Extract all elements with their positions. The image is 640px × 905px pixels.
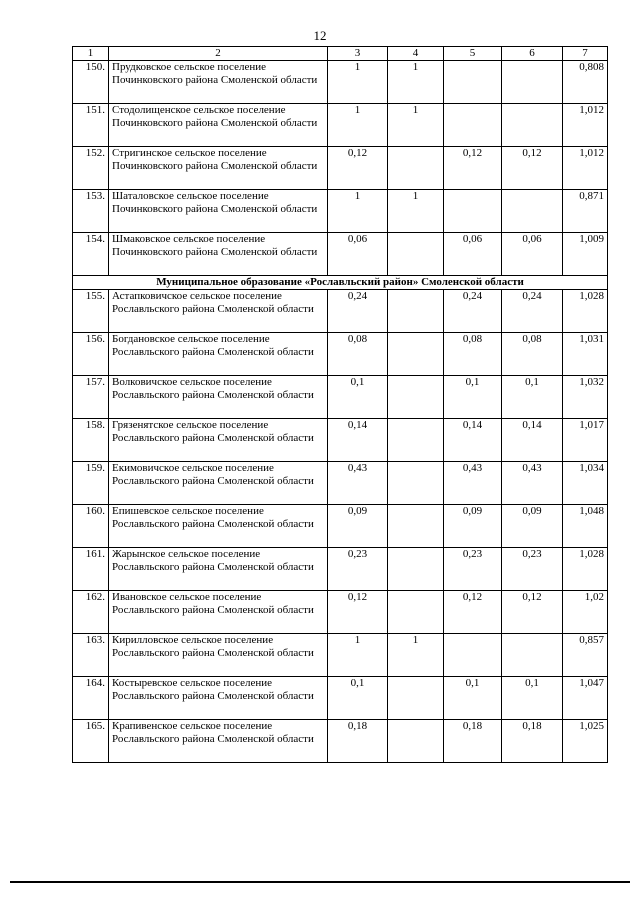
cell-col3: 1 (328, 61, 388, 104)
cell-col4 (388, 548, 444, 591)
page-number: 12 (313, 28, 327, 43)
cell-col6 (502, 61, 563, 104)
table-row (73, 190, 608, 233)
section-title: Муниципальное образование «Рославльский район» Смоленской области (73, 276, 608, 290)
cell-col3: 0,09 (328, 505, 388, 548)
table-body-roslavl (73, 290, 608, 763)
settlement-name: Стодолищенское сельское поселение Починковского района Смоленской области (109, 104, 328, 147)
cell-col4 (388, 462, 444, 505)
cell-col3: 0,1 (328, 677, 388, 720)
table-row (73, 61, 608, 104)
table-row (73, 677, 608, 720)
cell-col7: 1,02 (563, 591, 608, 634)
row-number: 160. (73, 505, 109, 548)
table-row (73, 720, 608, 763)
table-body-pochinok (73, 61, 608, 276)
cell-col5 (444, 61, 502, 104)
cell-col5 (444, 104, 502, 147)
column-header: 7 (563, 47, 608, 61)
cell-col3: 0,12 (328, 591, 388, 634)
cell-col6: 0,18 (502, 720, 563, 763)
cell-col6 (502, 190, 563, 233)
cell-col4 (388, 591, 444, 634)
cell-col4 (388, 290, 444, 333)
cell-col5: 0,09 (444, 505, 502, 548)
cell-col7: 0,857 (563, 634, 608, 677)
settlement-name: Волковичское сельское поселение Рославльского района Смоленской области (109, 376, 328, 419)
cell-col4 (388, 505, 444, 548)
table-row (73, 333, 608, 376)
cell-col5: 0,1 (444, 376, 502, 419)
column-header: 6 (502, 47, 563, 61)
settlement-name: Костыревское сельское поселение Рославльского района Смоленской области (109, 677, 328, 720)
table-row (73, 290, 608, 333)
cell-col6: 0,09 (502, 505, 563, 548)
table-row (73, 505, 608, 548)
cell-col5: 0,12 (444, 147, 502, 190)
cell-col5: 0,43 (444, 462, 502, 505)
column-header: 2 (109, 47, 328, 61)
cell-col6: 0,1 (502, 376, 563, 419)
cell-col4 (388, 233, 444, 276)
cell-col5: 0,08 (444, 333, 502, 376)
table-row (73, 147, 608, 190)
row-number: 155. (73, 290, 109, 333)
settlement-name: Астапковичское сельское поселение Рославльского района Смоленской области (109, 290, 328, 333)
cell-col3: 0,08 (328, 333, 388, 376)
table-row (73, 233, 608, 276)
settlement-name: Ивановское сельское поселение Рославльского района Смоленской области (109, 591, 328, 634)
settlement-name: Богдановское сельское поселение Рославльского района Смоленской области (109, 333, 328, 376)
cell-col7: 1,009 (563, 233, 608, 276)
cell-col5: 0,06 (444, 233, 502, 276)
cell-col5: 0,24 (444, 290, 502, 333)
column-header: 4 (388, 47, 444, 61)
cell-col3: 0,24 (328, 290, 388, 333)
row-number: 161. (73, 548, 109, 591)
cell-col4 (388, 720, 444, 763)
table-row (73, 104, 608, 147)
cell-col7: 1,034 (563, 462, 608, 505)
cell-col3: 1 (328, 190, 388, 233)
cell-col7: 1,025 (563, 720, 608, 763)
cell-col4: 1 (388, 104, 444, 147)
cell-col7: 1,012 (563, 104, 608, 147)
row-number: 154. (73, 233, 109, 276)
cell-col4 (388, 419, 444, 462)
cell-col5: 0,18 (444, 720, 502, 763)
cell-col4: 1 (388, 190, 444, 233)
column-header: 5 (444, 47, 502, 61)
cell-col3: 0,06 (328, 233, 388, 276)
cell-col6: 0,08 (502, 333, 563, 376)
cell-col5 (444, 634, 502, 677)
table-header (73, 47, 608, 61)
row-number: 150. (73, 61, 109, 104)
cell-col3: 0,18 (328, 720, 388, 763)
cell-col3: 0,14 (328, 419, 388, 462)
cell-col5: 0,1 (444, 677, 502, 720)
cell-col4: 1 (388, 634, 444, 677)
table-row (73, 591, 608, 634)
cell-col3: 0,43 (328, 462, 388, 505)
cell-col7: 1,012 (563, 147, 608, 190)
cell-col5: 0,12 (444, 591, 502, 634)
cell-col4 (388, 677, 444, 720)
cell-col6: 0,12 (502, 591, 563, 634)
table-row (73, 462, 608, 505)
settlement-name: Крапивенское сельское поселение Рославльского района Смоленской области (109, 720, 328, 763)
cell-col3: 1 (328, 634, 388, 677)
cell-col7: 1,028 (563, 290, 608, 333)
cell-col5: 0,14 (444, 419, 502, 462)
cell-col7: 1,017 (563, 419, 608, 462)
settlement-name: Шаталовское сельское поселение Починковского района Смоленской области (109, 190, 328, 233)
cell-col4: 1 (388, 61, 444, 104)
cell-col4 (388, 333, 444, 376)
cell-col3: 1 (328, 104, 388, 147)
table-row (73, 376, 608, 419)
data-table (72, 46, 608, 763)
cell-col7: 1,047 (563, 677, 608, 720)
row-number: 162. (73, 591, 109, 634)
settlement-name: Прудковское сельское поселение Починковского района Смоленской области (109, 61, 328, 104)
column-header: 1 (73, 47, 109, 61)
cell-col5 (444, 190, 502, 233)
cell-col6: 0,24 (502, 290, 563, 333)
row-number: 163. (73, 634, 109, 677)
cell-col6: 0,23 (502, 548, 563, 591)
row-number: 151. (73, 104, 109, 147)
cell-col7: 1,031 (563, 333, 608, 376)
cell-col3: 0,23 (328, 548, 388, 591)
section-header-body (73, 276, 608, 290)
cell-col6: 0,14 (502, 419, 563, 462)
cell-col3: 0,12 (328, 147, 388, 190)
cell-col4 (388, 147, 444, 190)
settlement-name: Жарынское сельское поселение Рославльского района Смоленской области (109, 548, 328, 591)
settlement-name: Шмаковское сельское поселение Починковского района Смоленской области (109, 233, 328, 276)
cell-col6: 0,1 (502, 677, 563, 720)
row-number: 153. (73, 190, 109, 233)
cell-col3: 0,1 (328, 376, 388, 419)
bottom-rule (10, 881, 630, 883)
settlement-name: Грязенятское сельское поселение Рославльского района Смоленской области (109, 419, 328, 462)
cell-col6 (502, 634, 563, 677)
table-row (73, 548, 608, 591)
cell-col6: 0,43 (502, 462, 563, 505)
cell-col6 (502, 104, 563, 147)
settlement-name: Кирилловское сельское поселение Рославльского района Смоленской области (109, 634, 328, 677)
cell-col7: 1,048 (563, 505, 608, 548)
row-number: 164. (73, 677, 109, 720)
cell-col7: 1,032 (563, 376, 608, 419)
cell-col5: 0,23 (444, 548, 502, 591)
column-header: 3 (328, 47, 388, 61)
cell-col7: 1,028 (563, 548, 608, 591)
row-number: 159. (73, 462, 109, 505)
cell-col6: 0,12 (502, 147, 563, 190)
row-number: 157. (73, 376, 109, 419)
cell-col6: 0,06 (502, 233, 563, 276)
cell-col7: 0,871 (563, 190, 608, 233)
table-row (73, 419, 608, 462)
cell-col4 (388, 376, 444, 419)
row-number: 158. (73, 419, 109, 462)
settlement-name: Екимовичское сельское поселение Рославльского района Смоленской области (109, 462, 328, 505)
settlement-name: Стригинское сельское поселение Починковского района Смоленской области (109, 147, 328, 190)
cell-col7: 0,808 (563, 61, 608, 104)
row-number: 165. (73, 720, 109, 763)
settlement-name: Епишевское сельское поселение Рославльского района Смоленской области (109, 505, 328, 548)
row-number: 156. (73, 333, 109, 376)
row-number: 152. (73, 147, 109, 190)
table-row (73, 634, 608, 677)
